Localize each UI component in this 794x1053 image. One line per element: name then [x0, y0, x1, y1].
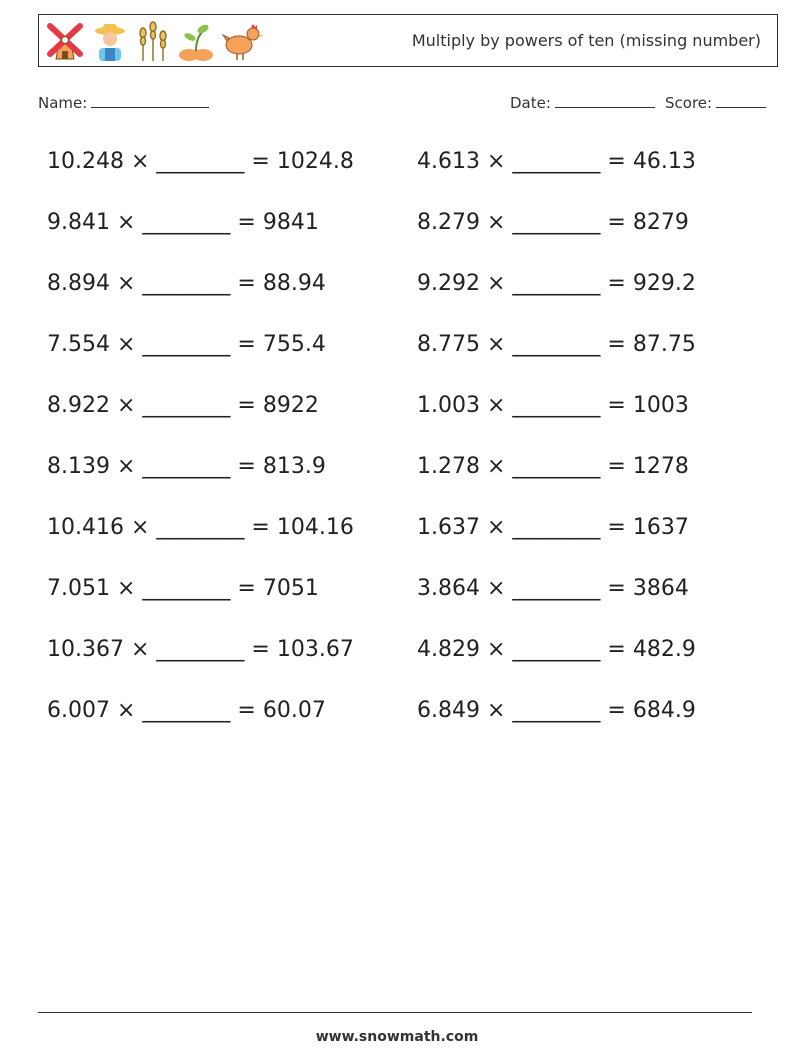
problem-item	[417, 689, 767, 750]
equals-sign: =	[607, 210, 626, 235]
problem-factor: 1.637	[417, 515, 480, 540]
multiply-sign: ×	[486, 576, 506, 601]
problem-factor: 6.849	[417, 698, 480, 723]
problem-product: 46.13	[632, 149, 696, 174]
problem-factor: 8.894	[47, 271, 110, 296]
multiply-sign: ×	[130, 637, 150, 662]
equals-sign: =	[607, 515, 626, 540]
problem-factor: 8.279	[417, 210, 480, 235]
multiply-sign: ×	[116, 393, 136, 418]
equals-sign: =	[607, 698, 626, 723]
problem-product: 7051	[262, 576, 319, 601]
multiply-sign: ×	[116, 698, 136, 723]
answer-blank[interactable]: ________	[156, 637, 245, 662]
multiply-sign: ×	[486, 332, 506, 357]
score-blank[interactable]	[716, 93, 766, 108]
multiply-sign: ×	[116, 271, 136, 296]
answer-blank[interactable]: ________	[512, 576, 601, 601]
problem-product: 482.9	[632, 637, 696, 662]
equals-sign: =	[251, 515, 270, 540]
problem-product: 813.9	[262, 454, 326, 479]
answer-blank[interactable]: ________	[512, 271, 601, 296]
problem-factor: 9.841	[47, 210, 110, 235]
answer-blank[interactable]: ________	[156, 515, 245, 540]
problem-factor: 10.416	[47, 515, 124, 540]
multiply-sign: ×	[486, 149, 506, 174]
answer-blank[interactable]: ________	[142, 393, 231, 418]
multiply-sign: ×	[486, 515, 506, 540]
multiply-sign: ×	[486, 637, 506, 662]
chicken-icon	[221, 21, 265, 61]
problem-item	[417, 201, 767, 262]
multiply-sign: ×	[116, 210, 136, 235]
date-label: Date:	[510, 94, 551, 112]
name-label: Name:	[38, 94, 88, 112]
answer-blank[interactable]: ________	[156, 149, 245, 174]
equals-sign: =	[237, 210, 256, 235]
problem-product: 8922	[262, 393, 319, 418]
problem-item	[47, 445, 417, 506]
answer-blank[interactable]: ________	[512, 210, 601, 235]
problem-product: 88.94	[262, 271, 326, 296]
farmer-icon	[91, 21, 129, 61]
date-blank[interactable]	[555, 93, 655, 108]
problem-item	[417, 384, 767, 445]
problem-product: 87.75	[632, 332, 696, 357]
answer-blank[interactable]: ________	[142, 332, 231, 357]
problem-item	[47, 628, 417, 689]
multiply-sign: ×	[486, 210, 506, 235]
problem-product: 9841	[262, 210, 319, 235]
problem-factor: 8.139	[47, 454, 110, 479]
problem-product: 1024.8	[276, 149, 354, 174]
equals-sign: =	[607, 637, 626, 662]
problem-product: 8279	[632, 210, 689, 235]
equals-sign: =	[237, 454, 256, 479]
equals-sign: =	[237, 393, 256, 418]
problem-item	[47, 506, 417, 567]
multiply-sign: ×	[486, 698, 506, 723]
problem-product: 929.2	[632, 271, 696, 296]
multiply-sign: ×	[116, 576, 136, 601]
name-field	[38, 93, 209, 112]
equals-sign: =	[251, 149, 270, 174]
multiply-sign: ×	[130, 515, 150, 540]
problem-factor: 7.051	[47, 576, 110, 601]
equals-sign: =	[237, 698, 256, 723]
equals-sign: =	[607, 271, 626, 296]
name-blank[interactable]	[91, 93, 209, 108]
problem-factor: 9.292	[417, 271, 480, 296]
worksheet-title: Multiply by powers of ten (missing number)	[411, 31, 761, 50]
multiply-sign: ×	[116, 454, 136, 479]
problem-factor: 8.922	[47, 393, 110, 418]
problem-item	[47, 262, 417, 323]
multiply-sign: ×	[486, 271, 506, 296]
sprout-icon	[177, 21, 215, 61]
header-icons	[45, 21, 265, 61]
problem-product: 1278	[632, 454, 689, 479]
answer-blank[interactable]: ________	[512, 149, 601, 174]
answer-blank[interactable]: ________	[142, 210, 231, 235]
answer-blank[interactable]: ________	[512, 637, 601, 662]
problem-factor: 7.554	[47, 332, 110, 357]
score-label: Score:	[665, 94, 713, 112]
problem-factor: 1.003	[417, 393, 480, 418]
problem-item	[47, 689, 417, 750]
problem-item	[47, 567, 417, 628]
equals-sign: =	[251, 637, 270, 662]
answer-blank[interactable]: ________	[512, 698, 601, 723]
equals-sign: =	[607, 332, 626, 357]
problem-item	[47, 140, 417, 201]
answer-blank[interactable]: ________	[512, 332, 601, 357]
problem-product: 104.16	[276, 515, 354, 540]
score-field	[665, 93, 766, 112]
problem-factor: 10.367	[47, 637, 124, 662]
answer-blank[interactable]: ________	[142, 271, 231, 296]
problem-item	[417, 445, 767, 506]
problem-product: 755.4	[262, 332, 326, 357]
problem-item	[47, 384, 417, 445]
problem-product: 1003	[632, 393, 689, 418]
equals-sign: =	[607, 149, 626, 174]
equals-sign: =	[237, 271, 256, 296]
answer-blank[interactable]: ________	[512, 393, 601, 418]
equals-sign: =	[237, 576, 256, 601]
multiply-sign: ×	[486, 393, 506, 418]
problem-factor: 4.829	[417, 637, 480, 662]
worksheet-header	[38, 14, 778, 67]
equals-sign: =	[607, 576, 626, 601]
problem-product: 3864	[632, 576, 689, 601]
multiply-sign: ×	[116, 332, 136, 357]
answer-blank[interactable]: ________	[142, 576, 231, 601]
problem-item	[417, 567, 767, 628]
problem-grid	[47, 140, 767, 750]
footer-url: www.snowmath.com	[315, 1029, 479, 1045]
equals-sign: =	[607, 454, 626, 479]
problem-item	[417, 140, 767, 201]
equals-sign: =	[237, 332, 256, 357]
problem-factor: 3.864	[417, 576, 480, 601]
problem-factor: 6.007	[47, 698, 110, 723]
problem-item	[47, 323, 417, 384]
wheat-icon	[135, 21, 171, 61]
equals-sign: =	[607, 393, 626, 418]
problem-item	[417, 323, 767, 384]
problem-product: 60.07	[262, 698, 326, 723]
problem-item	[417, 628, 767, 689]
problem-product: 684.9	[632, 698, 696, 723]
multiply-sign: ×	[130, 149, 150, 174]
problem-factor: 4.613	[417, 149, 480, 174]
problem-item	[417, 262, 767, 323]
windmill-icon	[45, 21, 85, 61]
answer-blank[interactable]: ________	[142, 454, 231, 479]
problem-item	[417, 506, 767, 567]
problem-factor: 1.278	[417, 454, 480, 479]
date-field	[510, 93, 655, 112]
multiply-sign: ×	[486, 454, 506, 479]
problem-product: 103.67	[276, 637, 354, 662]
answer-blank[interactable]: ________	[512, 454, 601, 479]
problem-product: 1637	[632, 515, 689, 540]
problem-item	[47, 201, 417, 262]
answer-blank[interactable]: ________	[142, 698, 231, 723]
problem-factor: 10.248	[47, 149, 124, 174]
footer-divider	[38, 1012, 752, 1013]
problem-factor: 8.775	[417, 332, 480, 357]
answer-blank[interactable]: ________	[512, 515, 601, 540]
